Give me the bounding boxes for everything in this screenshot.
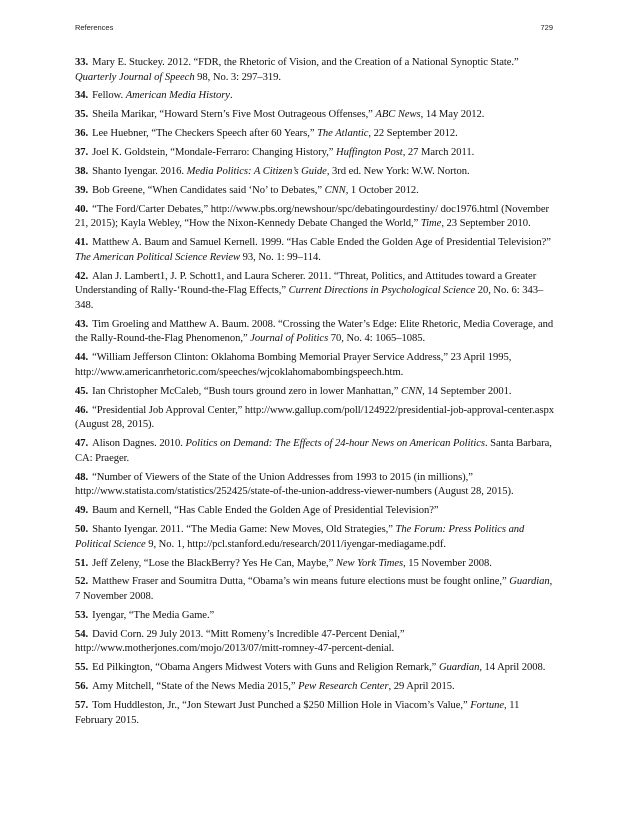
reference-source-title: Media Politics: A Citizen’s Guide xyxy=(186,166,327,178)
reference-text: Iyengar, “The Media Game.” xyxy=(92,609,215,621)
reference-item xyxy=(75,437,557,466)
reference-number: 54. xyxy=(75,628,89,640)
reference-source-title: Current Directions in Psychological Science xyxy=(288,285,476,297)
reference-text: , 14 May 2012. xyxy=(420,109,485,121)
reference-text: Matthew A. Baum and Samuel Kernell. 1999. “Has Cable Ended the Golden Age of Presidential Television?” xyxy=(92,237,551,249)
reference-text: Mary E. Stuckey. 2012. “FDR, the Rhetoric of Vision, and the Creation of a National Synoptic State.” xyxy=(92,57,519,68)
reference-text: Jeff Zeleny, “Lose the BlackBerry? Yes He Can, Maybe,” xyxy=(92,557,336,569)
reference-item xyxy=(75,165,557,180)
reference-number: 39. xyxy=(75,184,89,196)
reference-text: 20, No. 6: 343–348. xyxy=(75,285,544,311)
reference-item xyxy=(75,108,557,123)
reference-text: , 3rd ed. New York: W.W. Norton. xyxy=(326,166,470,178)
reference-item xyxy=(75,523,557,552)
reference-item xyxy=(75,385,557,400)
reference-text: , 14 September 2001. xyxy=(422,385,512,397)
reference-text: Lee Huebner, “The Checkers Speech after 60 Years,” xyxy=(92,128,318,140)
page-number: 729 xyxy=(540,23,553,32)
reference-source-title: Quarterly Journal of Speech xyxy=(75,71,195,83)
reference-text: , 15 November 2008. xyxy=(403,557,492,569)
reference-text: 9, No. 1, http://pcl.stanford.edu/research/2011/iyengar-mediagame.pdf. xyxy=(145,538,446,550)
reference-number: 42. xyxy=(75,270,89,282)
reference-item xyxy=(75,699,557,728)
reference-text: . Santa Barbara, CA: Praeger. xyxy=(75,438,552,464)
reference-item xyxy=(75,127,557,142)
reference-text: Ian Christopher McCaleb, “Bush tours ground zero in lower Manhattan,” xyxy=(92,385,402,397)
reference-item xyxy=(75,471,557,500)
reference-item xyxy=(75,351,557,380)
reference-number: 56. xyxy=(75,681,89,693)
reference-text: Fellow. xyxy=(92,90,126,102)
reference-item xyxy=(75,89,557,104)
reference-item xyxy=(75,661,557,676)
reference-text: 98, No. 3: 297–319. xyxy=(194,71,281,83)
reference-source-title: Politics on Demand: The Effects of 24-hour News on American Politics xyxy=(185,438,485,450)
reference-source-title: New York Times xyxy=(335,557,404,569)
reference-text: Bob Greene, “When Candidates said ‘No’ to Debates,” xyxy=(92,184,325,196)
reference-item xyxy=(75,184,557,199)
reference-item xyxy=(75,609,557,624)
reference-text: Amy Mitchell, “State of the News Media 2015,” xyxy=(92,681,299,693)
reference-text: , 23 September 2010. xyxy=(441,218,531,230)
reference-text: , 7 November 2008. xyxy=(75,576,553,603)
reference-source-title: The Forum: Press Politics and Political Science xyxy=(75,524,525,550)
reference-number: 55. xyxy=(75,662,89,674)
reference-source-title: American Media History xyxy=(125,90,230,102)
reference-item xyxy=(75,404,557,433)
reference-text: 93, No. 1: 99–114. xyxy=(240,251,321,263)
reference-item xyxy=(75,504,557,519)
reference-item xyxy=(75,575,557,604)
reference-item xyxy=(75,236,557,265)
reference-number: 35. xyxy=(75,109,89,121)
reference-number: 48. xyxy=(75,471,89,483)
reference-number: 33. xyxy=(75,57,89,68)
reference-text: 70, No. 4: 1065–1085. xyxy=(328,333,426,345)
reference-text: , 14 April 2008. xyxy=(479,662,546,674)
reference-number: 53. xyxy=(75,609,89,621)
reference-item xyxy=(75,628,557,657)
reference-number: 41. xyxy=(75,237,89,249)
reference-item xyxy=(75,680,557,695)
reference-source-title: Guardian xyxy=(438,662,480,674)
reference-item xyxy=(75,56,557,85)
reference-number: 37. xyxy=(75,147,89,159)
reference-item xyxy=(75,270,557,314)
reference-number: 38. xyxy=(75,166,89,178)
reference-text: . xyxy=(229,90,233,102)
reference-source-title: CNN xyxy=(401,385,423,397)
reference-number: 50. xyxy=(75,524,89,536)
reference-text: “William Jefferson Clinton: Oklahoma Bombing Memorial Prayer Service Address,” 23 April 1995, http://www.americanrhetoric.com/speeches/wjcoklahomabombingspeech.htm. xyxy=(75,352,512,378)
running-header xyxy=(75,23,553,35)
reference-text: Alan J. Lambert1, J. P. Schott1, and Laura Scherer. 2011. “Threat, Politics, and Attitudes toward a Greater Understanding of Rally-‘Round-the-Flag Effects,” xyxy=(75,270,537,297)
reference-number: 43. xyxy=(75,318,89,330)
reference-source-title: The American Political Science Review xyxy=(75,251,241,263)
reference-source-title: CNN xyxy=(324,184,346,196)
reference-text: , 27 March 2011. xyxy=(402,147,475,159)
reference-number: 46. xyxy=(75,404,89,416)
reference-text: Sheila Marikar, “Howard Stern’s Five Most Outrageous Offenses,” xyxy=(92,109,376,121)
reference-number: 44. xyxy=(75,352,89,364)
reference-text: Tim Groeling and Matthew A. Baum. 2008. “Crossing the Water’s Edge: Elite Rhetoric, Media Coverage, and the Rally-Round-the-Flag Phenomenon,” xyxy=(75,318,554,345)
reference-text: Shanto Iyengar. 2016. xyxy=(92,166,187,178)
reference-item xyxy=(75,203,557,232)
reference-source-title: Guardian xyxy=(509,576,550,588)
reference-source-title: Huffington Post xyxy=(336,147,403,159)
reference-text: Baum and Kernell, “Has Cable Ended the Golden Age of Presidential Television?” xyxy=(92,505,439,517)
reference-text: “Presidential Job Approval Center,” http://www.gallup.com/poll/124922/presidential-job-approval-center.aspx (August 28, 2015). xyxy=(75,404,555,431)
reference-item xyxy=(75,318,557,347)
reference-number: 47. xyxy=(75,438,89,450)
reference-source-title: Time xyxy=(420,218,442,230)
reference-text: David Corn. 29 July 2013. “Mitt Romeny’s Incredible 47-Percent Denial,” http://www.motherjones.com/mojo/2013/07/mitt-romney-47-percent-denial. xyxy=(75,628,405,655)
reference-number: 45. xyxy=(75,385,89,397)
reference-text: , 1 October 2012. xyxy=(345,184,419,196)
reference-text: , 11 February 2015. xyxy=(75,700,520,726)
reference-item xyxy=(75,557,557,572)
reference-source-title: Pew Research Center xyxy=(298,681,389,693)
reference-text: Joel K. Goldstein, “Mondale-Ferraro: Changing History,” xyxy=(92,147,337,159)
reference-text: Matthew Fraser and Soumitra Dutta, “Obama’s win means future elections must be fought online,” xyxy=(92,576,510,588)
reference-number: 52. xyxy=(75,576,89,588)
reference-number: 36. xyxy=(75,128,89,140)
reference-item xyxy=(75,146,557,161)
reference-text: “The Ford/Carter Debates,” http://www.pbs.org/newshour/spc/debatingourdestiny/ doc1976.html (November 21, 2015); Kayla Webley, “How the Nixon-Kennedy Debate Changed the World,” xyxy=(75,203,549,230)
reference-text: Alison Dagnes. 2010. xyxy=(92,438,186,450)
section-title: References xyxy=(75,23,114,32)
reference-source-title: The Atlantic xyxy=(317,128,369,140)
reference-source-title: Journal of Politics xyxy=(250,333,329,345)
reference-source-title: Fortune xyxy=(470,700,505,712)
reference-text: Tom Huddleston, Jr., “Jon Stewart Just Punched a $250 Million Hole in Viacom’s Value,” xyxy=(92,700,471,712)
reference-text: , 22 September 2012. xyxy=(368,128,458,140)
reference-number: 49. xyxy=(75,505,89,517)
reference-text: Ed Pilkington, “Obama Angers Midwest Voters with Guns and Religion Remark,” xyxy=(92,662,439,674)
reference-text: , 29 April 2015. xyxy=(388,681,455,693)
reference-number: 40. xyxy=(75,203,89,215)
reference-number: 57. xyxy=(75,700,89,712)
reference-text: “Number of Viewers of the State of the Union Addresses from 1993 to 2015 (in millions),” http://www.statista.com/statistics/252425/state-of-the-union-address-viewer-numbers (August 28, 2015). xyxy=(75,471,514,498)
reference-number: 34. xyxy=(75,90,89,102)
reference-list xyxy=(75,56,557,733)
reference-text: Shanto Iyengar. 2011. “The Media Game: New Moves, Old Strategies,” xyxy=(92,524,396,536)
reference-source-title: ABC News xyxy=(375,109,421,121)
reference-number: 51. xyxy=(75,557,89,569)
